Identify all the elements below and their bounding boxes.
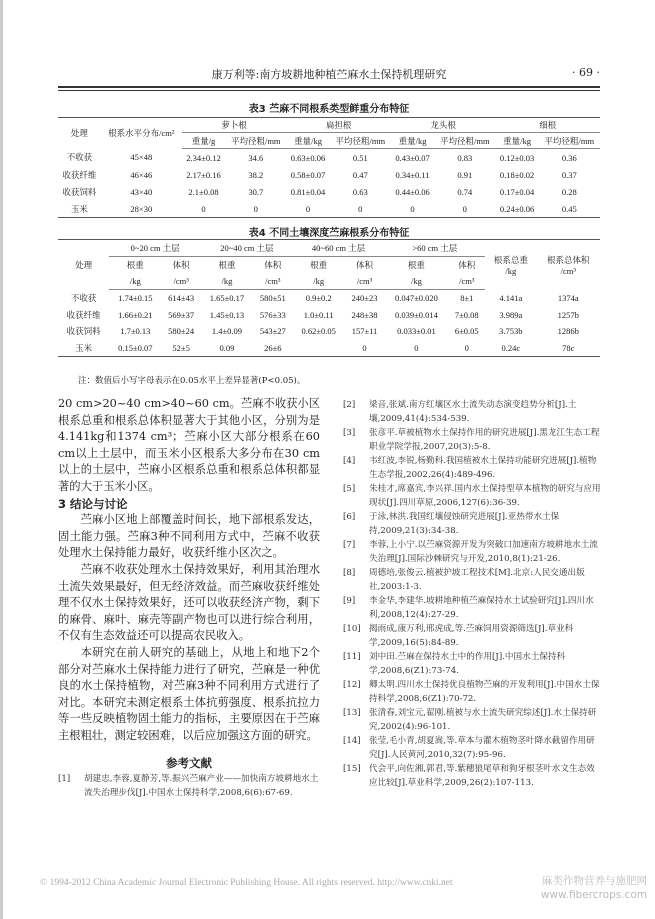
table-cell: 580±51: [259, 293, 286, 304]
reference-item: [343, 398, 601, 426]
paragraph: 20 cm>20~40 cm>40~60 cm。苎麻不收获小区根系总重和根系总体积显著大于其他小区，分别为是4.141kg和1374 cm³；苎麻小区大部分根系在60 cm以上土层中，而玉米小区根系大多分布在30 cm以上的土层中，苎麻小区根系总重和根系总体积都显著的大于玉米小区。: [58, 397, 321, 493]
table-cell: 1.66±0.21: [118, 309, 153, 320]
table-cell: 0: [414, 342, 419, 353]
reference-number: [3]: [343, 428, 356, 438]
reference-item: [343, 650, 601, 678]
reference-text: 张彦平.草被植物水土保持作用的研究进展[J].黑龙江生态工程职业学院学报,2007,20(3):5-8.: [369, 428, 600, 452]
reference-text: 梁音,张斌.南方红壤区水土流失动态演变趋势分析[J].土壤,2009,41(4):534-539.: [369, 400, 577, 424]
table-cell: 28×30: [130, 203, 153, 214]
reference-item: [58, 772, 320, 800]
table-cell: 30.7: [248, 186, 264, 197]
t4-header-total-volume: 根系总体积 /cm³: [546, 254, 590, 276]
section-heading: 3 结论与讨论: [58, 496, 128, 511]
t4-group: >60 cm 土层: [384, 240, 485, 257]
t3-subheader: 重量/kg: [286, 133, 329, 149]
table-cell: [293, 340, 345, 357]
t4-group: 40~60 cm 土层: [293, 240, 385, 257]
t4-unit-cm3: /cm³: [161, 273, 201, 290]
reference-number: [10]: [343, 624, 361, 634]
watermark-text: 麻类作物营养与施肥网: [542, 875, 647, 887]
references-heading: 参考文献: [166, 756, 212, 771]
reference-number: [2]: [343, 400, 356, 410]
table-cell: 0.58±0.07: [290, 169, 326, 180]
table-cell: 3.753b: [499, 326, 523, 337]
table-cell: 0.62±0.05: [301, 326, 336, 337]
t3-group: 龙头根: [391, 118, 496, 133]
reference-number: [9]: [343, 596, 356, 606]
t4-unit-kg: /kg: [109, 273, 161, 290]
table-cell: 0.63±0.06: [290, 152, 326, 163]
reference-item: [343, 594, 601, 622]
t4-subheader-weight: 根重: [407, 260, 425, 270]
reference-number: [14]: [343, 736, 361, 746]
table4-note: 注：数值后小写字母表示在0.05水平上差异显著(P<0.05)。: [78, 376, 306, 386]
t4-unit-kg: /kg: [201, 273, 253, 290]
t4-header-total-weight: 根系总重 /kg: [493, 254, 528, 276]
page-number: · 69 ·: [572, 66, 600, 79]
t3-subheader: 平均径粗/mm: [330, 133, 391, 149]
t3-subheader: 平均径粗/mm: [225, 133, 286, 149]
reference-number: [6]: [343, 512, 356, 522]
table-row: [58, 200, 600, 218]
table-cell: 收获纤维: [66, 309, 101, 320]
reference-text: 朱桂才,席嘉宾,李兴祥.国内水土保持型草本植物的研究与应用现状[J].四川草原,2006,127(6):36-39.: [369, 484, 601, 508]
table-row: [58, 307, 600, 324]
table-cell: 1.45±0.13: [209, 309, 245, 320]
table-cell: 569±37: [168, 309, 195, 320]
reference-item: [343, 566, 601, 594]
t4-unit-kg: /kg: [293, 273, 345, 290]
reference-text: 张清春,刘宝元,翟刚.植被与水土流失研究综述[J].水土保持研究,2002(4):96-101.: [369, 708, 597, 732]
table-cell: 1257b: [557, 309, 579, 320]
table-cell: 0: [305, 203, 311, 214]
table-cell: 收获饲料: [66, 326, 101, 337]
t3-subheader: 平均径粗/mm: [434, 133, 495, 149]
t3-group: 扁担根: [286, 118, 391, 133]
t4-subheader-volume: 体积: [264, 260, 282, 270]
body-text: [58, 396, 320, 744]
table-cell: 0.039±0.014: [394, 309, 438, 320]
reference-text: 周德培,张俊云.植被护坡工程技术[M].北京:人民交通出版社,2003:1-3.: [369, 568, 585, 592]
paragraph: 本研究在前人研究的基础上，从地上和地下2个部分对苎麻水土保持能力进行了研究，苎麻是一种优良的水土保持植物，对苎麻3种不同利用方式进行了对比。本研究未测定根系土体抗剪强度、根系抗拉力等一些反映植物固土能力的指标，主要原因在于苎麻主根粗壮，测定较困难，以后应加强这方面的研究。: [58, 645, 320, 742]
reference-text: 韦红波,李锐,杨勤科.我国植被水土保持功能研究进展[J].植物生态学报,2002,26(4):489-496.: [369, 456, 597, 480]
table-cell: 0: [358, 203, 363, 214]
table-cell: 0.51: [352, 152, 368, 163]
reference-number: [13]: [343, 708, 361, 718]
reference-item: [343, 538, 601, 566]
table-cell: 240±23: [351, 293, 378, 304]
t4-unit-kg: /kg: [384, 273, 448, 290]
reference-text: 刘中田.苎麻在保持水土中的作用[J].中国水土保持科学,2008,6(Z1):73-74.: [369, 652, 566, 676]
reference-number: [8]: [343, 568, 356, 578]
table-cell: 0: [362, 342, 367, 353]
table-cell: 1286b: [557, 326, 579, 337]
t4-subheader-volume: 体积: [172, 260, 190, 270]
t4-unit-cm3: /cm³: [253, 273, 293, 290]
table-cell: 玉米: [75, 342, 93, 353]
reference-number: [15]: [343, 764, 361, 774]
table-cell: 0.15±0.07: [118, 342, 153, 353]
reference-number: [4]: [343, 456, 356, 466]
table-cell: 0: [253, 203, 258, 214]
table-cell: 248±38: [351, 309, 378, 320]
table-cell: 46×46: [130, 169, 153, 180]
table-cell: 1.7±0.13: [120, 326, 151, 337]
table-cell: 6±0.05: [454, 326, 479, 337]
table-row: [58, 323, 600, 340]
reference-number: [1]: [58, 774, 71, 785]
running-title: 康万利等:南方坡耕地种植苎麻水土保持机理研究: [211, 68, 447, 81]
reference-item: [343, 426, 601, 454]
table-cell: 0: [464, 342, 469, 353]
table-cell: 不收获: [66, 152, 93, 163]
table-cell: 34.6: [248, 152, 264, 163]
table-cell: 0.047±0.020: [394, 293, 438, 304]
table-cell: 1.0±0.11: [303, 309, 334, 320]
table4: [58, 239, 600, 357]
reference-item: [343, 762, 601, 790]
table3: [58, 117, 600, 218]
copyright-footer: © 1994-2012 China Academic Journal Electronic Publishing House. All rights reserved. http://www.cnki.net: [40, 878, 453, 888]
reference-number: [11]: [343, 652, 361, 662]
table-cell: 1.74±0.15: [118, 293, 153, 304]
table-cell: 0.37: [561, 169, 577, 180]
t3-subheader: 平均径粗/mm: [539, 133, 600, 149]
table-cell: 0.83: [457, 152, 473, 163]
reference-text: 代会平,向佐湘,郭君,等.紫穗狼尾草和狗牙根茎叶水文生态效应比较[J].草业科学,2009,26(2):107-113.: [369, 764, 595, 788]
table-cell: 0.45: [561, 203, 577, 214]
table-row: [58, 290, 600, 307]
table4-title: 表4 不同土壤深度苎麻根系分布特征: [248, 228, 410, 239]
reference-number: [7]: [343, 540, 356, 550]
table-cell: 78c: [562, 342, 575, 353]
table-row: [58, 183, 600, 200]
table-cell: 玉米: [70, 203, 88, 214]
reference-text: 于泳,林洪.我国红壤侵蚀研究进展[J].亚热带水土保持,2009,21(3):34-38.: [369, 512, 560, 536]
table-cell: 0.81±0.04: [290, 186, 326, 197]
t4-subheader-weight: 根重: [126, 260, 144, 270]
reference-item: [343, 734, 601, 762]
t4-header-treatment: 处理: [75, 259, 93, 270]
table-cell: 0.09: [219, 342, 235, 353]
table-cell: 0.63: [352, 186, 368, 197]
page-edge: [0, 0, 3, 919]
t3-subheader: 重量/kg: [391, 133, 434, 149]
reference-text: 李金华,李建华.坡耕地种植苎麻保持水土试验研究[J].四川水利,2008,12(4):27-29.: [369, 596, 594, 620]
reference-item: [343, 678, 601, 706]
t4-subheader-weight: 根重: [310, 260, 328, 270]
reference-item: [343, 454, 601, 482]
table-cell: 0.033±0.01: [397, 326, 436, 337]
table-cell: 1.65±0.17: [209, 293, 245, 304]
table-cell: 38.2: [248, 169, 264, 180]
t4-group: 0~20 cm 土层: [109, 240, 201, 257]
table-cell: 0.74: [457, 186, 473, 197]
table-cell: 0.36: [561, 152, 577, 163]
table-cell: 1374a: [557, 293, 579, 303]
reference-item: [343, 510, 601, 538]
table-cell: 不收获: [70, 293, 97, 303]
reference-item: [343, 482, 601, 510]
table-cell: 7±0.08: [454, 309, 479, 320]
table-cell: 0.12±0.03: [499, 152, 535, 163]
reference-text: 卿太明.四川水土保持优良植物苎麻的开发利用[J].中国水土保持科学,2008,6(Z1):70-72.: [369, 680, 600, 704]
table-cell: 543±27: [259, 326, 286, 337]
reference-item: [343, 622, 601, 650]
table-cell: 614±43: [168, 293, 195, 304]
left-column: [58, 396, 320, 800]
table-cell: 0.24±0.06: [499, 203, 535, 214]
table-row: [58, 149, 600, 167]
table-cell: 2.34±0.12: [186, 152, 221, 163]
reference-number: [5]: [343, 484, 356, 494]
table-cell: 0.18±0.02: [499, 169, 535, 180]
table-cell: 45×48: [130, 152, 153, 163]
table-cell: 收获饲料: [62, 186, 97, 197]
table-cell: 2.17±0.16: [186, 169, 221, 180]
table-cell: 0.47: [352, 169, 368, 180]
paragraph: 苎麻不收获处理水土保持效果好，利用其治理水土流失效果最好，但无经济效益。而苎麻收获纤维处理不仅水土保持效果好，还可以收获经济产物，剩下的麻骨、麻叶、麻壳等副产物也可以进行综合利用，不仅有生态效益还可以提高农民收入。: [58, 562, 320, 643]
table-cell: 580±24: [168, 326, 195, 337]
table-cell: 4.141a: [499, 293, 523, 303]
t4-unit-cm3: /cm³: [448, 273, 485, 290]
t4-subheader-volume: 体积: [458, 260, 476, 270]
table-cell: 157±11: [351, 326, 378, 337]
t4-subheader-weight: 根重: [218, 260, 236, 270]
table-cell: 43×40: [130, 186, 153, 197]
t4-subheader-volume: 体积: [355, 260, 373, 270]
t4-unit-cm3: /cm³: [345, 273, 385, 290]
table-cell: 0.43±0.07: [395, 152, 430, 163]
table-cell: 8±1: [460, 293, 474, 304]
table-row: [58, 166, 600, 183]
table-cell: 0.24c: [501, 342, 521, 353]
table-cell: 0.9±0.2: [305, 293, 332, 304]
table-cell: 0.91: [457, 169, 473, 180]
table-cell: 2.1±0.08: [188, 186, 219, 197]
t3-subheader: 重量/g: [182, 133, 225, 149]
t3-group: 萝卜根: [182, 118, 287, 133]
reference-text: 揭雨成,康万利,邢虎成,等.苎麻饲用资源筛选[J].草业科学,2009,16(5):84-89.: [369, 624, 574, 648]
table-cell: 0: [201, 203, 206, 214]
table-cell: 3.989a: [499, 309, 523, 320]
table-cell: 26±6: [264, 342, 282, 353]
paragraph: 苎麻小区地上部覆盖时间长，地下部根系发达，固土能力强。苎麻3种不同利用方式中，苎麻不收获处理水土保持能力最好，收获纤维小区次之。: [58, 513, 320, 560]
table-cell: 0: [462, 203, 467, 214]
table-cell: 52±5: [172, 342, 190, 353]
table-cell: 0: [410, 203, 415, 214]
reference-text: 李蓉,上小宁.以苎麻资源开发为突破口加速南方坡耕地水土流失治理[J].国际沙棘研究与开发,2010,8(1):21-26.: [369, 540, 598, 564]
reference-text: 张莹,毛小青,胡夏嵩,等.草本与灌木植物茎叶降水截留作用研究[J].人民黄河,2010,32(7):95-96.: [369, 736, 595, 760]
table-row: [58, 340, 600, 357]
t4-group: 20~40 cm 土层: [201, 240, 293, 257]
table-cell: 576±33: [259, 309, 286, 320]
references-list: [343, 398, 601, 790]
table-cell: 0.44±0.06: [395, 186, 430, 197]
table3-title: 表3 苎麻不同根系类型鲜重分布特征: [248, 104, 410, 115]
watermark-url: www.fibercrops.com: [540, 889, 647, 901]
header-rule: [58, 86, 600, 91]
table-cell: 收获纤维: [62, 169, 97, 180]
t3-header-treatment: 处理: [70, 128, 88, 139]
table-cell: 0.34±0.11: [395, 169, 430, 180]
t3-subheader: 重量/kg: [495, 133, 538, 149]
reference-text: 胡建忠,李蓉,夏静芳,等.振兴苎麻产业——加快南方坡耕地水土流失治理步伐[J].中国水土保持科学,2008,6(6):67-69.: [84, 774, 319, 799]
t3-header-distribution: 根系水平分布/cm²: [108, 128, 175, 139]
reference-number: [12]: [343, 680, 361, 690]
table-cell: 1.4±0.09: [211, 326, 243, 337]
table-cell: 0.17±0.04: [499, 186, 535, 197]
t3-group: 细根: [495, 118, 600, 133]
reference-item: [343, 706, 601, 734]
table-cell: 0.28: [561, 186, 577, 197]
